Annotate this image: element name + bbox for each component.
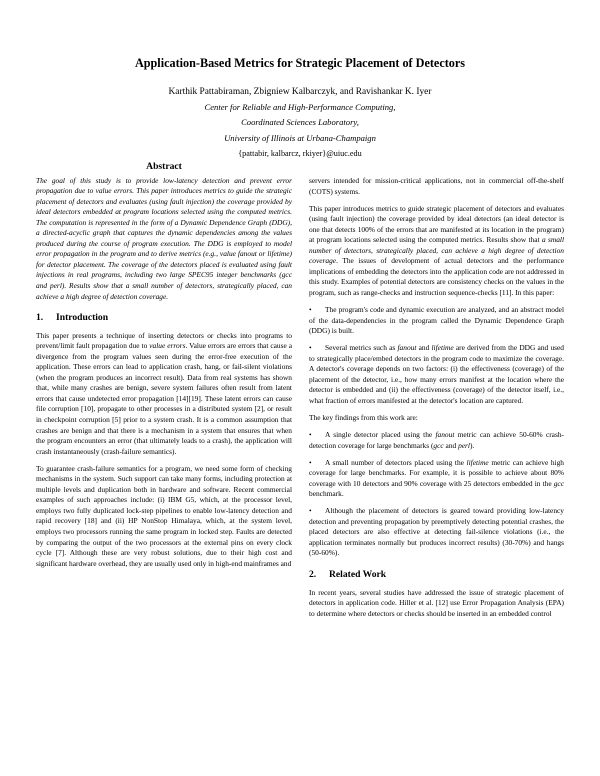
- bullet-icon: •: [309, 429, 312, 439]
- intro-paragraph-1: [36, 331, 292, 458]
- finding-bullet-3: [309, 506, 564, 559]
- text-run: metric can achieve high coverage for large benchmarks. For example, it is possible to achieve about 80% coverage with 10 detectors and 90% coverage with 25 detectors embedded in the: [309, 457, 564, 488]
- section-title: Related Work: [329, 569, 387, 580]
- text-run-italic: lifetime: [431, 343, 454, 353]
- text-run: and: [416, 343, 432, 353]
- bullet-icon: •: [309, 457, 312, 467]
- section-heading-related-work: [309, 570, 564, 581]
- text-run: metric can achieve 50-60% crash-detection coverage for large benchmarks (: [309, 429, 564, 450]
- intro-paragraph-2-continued: servers intended for mission-critical applications, not in commercial off-the-shelf (COTS) systems.: [309, 176, 564, 196]
- text-run: ).: [469, 440, 475, 450]
- text-run: A single detector placed using the: [325, 429, 436, 439]
- text-run-italic: gcc: [433, 440, 444, 450]
- text-run: . Value errors are errors that cause a divergence from the program values seen during the error-free execution of the application. These errors can lead to application crash, hang, or fail-silent violations (when the program produces an incorrect result). Data from real systems has shown that, while many crashes are benign, severe system failures often result from latent errors that cause undetected error propagation [14][19]. These latent errors can cause file corruption [10], propagate to other processes in a distributed system [2], or result in checkpoint corruption [5] prior to a system crash. It is a common assumption that crashes are benign and that there is a mechanism in a system that ensures that when the program encounters an error (that ultimately leads to a crash), the application will crash instantaneously (crash-failure semantics).: [36, 341, 293, 456]
- finding-bullet-2: [309, 458, 564, 500]
- section-heading-introduction: [36, 313, 292, 324]
- text-run-italic: a small number of detectors, strategically placed, can achieve a high degree of detection coverage: [309, 235, 564, 266]
- bullet-text: The program's code and dynamic execution are analyzed, and an abstract model of the data-dependencies in the program called the Dynamic Dependence Graph (DDG) is built.: [309, 305, 564, 336]
- text-run-italic: gcc: [553, 478, 564, 488]
- contribution-bullet-1: [309, 305, 564, 337]
- text-run-italic: fanout: [435, 429, 455, 439]
- text-run: are derived from the DDG and used to strategically place/embed detectors in the program code to maximize the coverage. A detector's coverage depends on two factors: (i) the effectiveness (coverage) of the placement of the detector, i.e., how many errors manifest at the location where the detector is embedded and (ii) the effectiveness (coverage) of the detector itself, i.e., what fraction of errors manifested at the detector's location are captured.: [309, 343, 564, 405]
- abstract-text: The goal of this study is to provide low-latency detection and prevent error propagation due to value errors. This paper introduces metrics to guide the strategic placement of detectors and evaluates (using fault injection) the coverage provided by ideal detectors embedded at program locations selected using the computed metrics. The computation is represented in the form of a Dynamic Dependence Graph (DDG), a directed-acyclic graph that captures the dynamic dependencies among the values produced during the course of program execution. The DDG is employed to model error propagation in the program and to derive metrics (e.g., value fanout or lifetime) for detector placement. The coverage of the detectors placed is evaluated using fault injections in real programs, including two large SPEC95 integer benchmarks (gcc and perl). Results show that a small number of detectors, strategically placed, can achieve a high degree of detection coverage.: [36, 175, 292, 301]
- section-number: 1.: [36, 312, 44, 324]
- author-email: {pattabir, kalbarcz, rkiyer}@uiuc.edu: [238, 149, 362, 158]
- section-title: Introduction: [56, 312, 109, 324]
- abstract-heading: Abstract: [146, 161, 182, 172]
- bullet-icon: •: [309, 343, 312, 353]
- finding-bullet-1: [309, 430, 564, 451]
- affiliation-line-1: Center for Reliable and High-Performance Computing,: [204, 102, 396, 112]
- text-run: This paper presents a technique of inserting detectors or checks into programs to prevent/limit fault propagation due to: [36, 330, 292, 351]
- text-run: This paper introduces metrics to guide strategic placement of detectors and evaluates (using fault injection) the coverage provided by ideal detectors (an ideal detector is one that detects 100% of the errors that are manifested at its location in the program) at program locations selected using the computed metrics. Results show that: [309, 203, 564, 245]
- paper-title: Application-Based Metrics for Strategic Placement of Detectors: [134, 56, 466, 70]
- text-run-italic: fanout: [397, 343, 417, 353]
- affiliation-line-2: Coordinated Sciences Laboratory,: [241, 117, 359, 127]
- left-column: [36, 159, 292, 576]
- text-run-italic: value errors: [149, 341, 186, 351]
- text-run-italic: lifetime: [466, 457, 489, 467]
- text-run: and: [443, 440, 459, 450]
- section-number: 2.: [309, 569, 317, 580]
- author-list: Karthik Pattabiraman, Zbigniew Kalbarczyk, and Ravishankar K. Iyer: [168, 87, 432, 97]
- key-findings-lead: The key findings from this work are:: [309, 412, 418, 422]
- text-run-italic: perl: [458, 440, 470, 450]
- right-column: [309, 176, 564, 626]
- text-run: benchmark.: [309, 489, 344, 499]
- text-run: A small number of detectors placed using the: [325, 457, 467, 467]
- contribution-bullet-2: [309, 343, 564, 406]
- affiliation-line-3: University of Illinois at Urbana-Champaign: [224, 133, 376, 143]
- bullet-icon: •: [309, 506, 312, 516]
- bullet-icon: •: [309, 305, 312, 315]
- bullet-text: Although the placement of detectors is geared toward providing low-latency detection and preventing propagation by preemptively detecting potential crashes, the placed detectors are also effective at detecting fail-silence violations (i.e., the application terminates normally but produces incorrect results) (30-70%) and hangs (50-60%).: [309, 506, 564, 558]
- text-run: . The issues of development of actual detectors and the performance implications of embedding the detectors into the application code are not addressed in this study. Examples of potential detectors are consistency checks on the values in the program, such as range-checks and instruction sequence-checks [11]. In this paper:: [309, 256, 564, 297]
- text-run: Several metrics such as: [325, 343, 398, 353]
- intro-paragraph-3: [309, 204, 564, 299]
- related-paragraph-1: In recent years, several studies have addressed the issue of strategic placement of detectors in application code. Hiller et al. [12] use Error Propagation Analysis (EPA) to determine where detectors or checks should be inserted in an embedded control: [309, 587, 564, 618]
- intro-paragraph-2: To guarantee crash-failure semantics for a program, we need some form of checking mechanisms in the system. Such support can take many forms, including protection at multiple levels and duplication both in hardware and software. Recent commercial examples of such approaches include: (i) IBM G5, which, at the processor level, employs two fully duplicated lock-step pipelines to enable low-latency detection and rapid recovery [18] and (ii) HP NonStop Himalaya, which, at the system level, employs two processors running the same program in locked step. Faults are detected by comparing the output of the two processors at the external pins on every clock cycle [7]. Although these are very robust solutions, due to their high cost and significant hardware overhead, they are usually used only in high-end mainframes and: [36, 463, 292, 568]
